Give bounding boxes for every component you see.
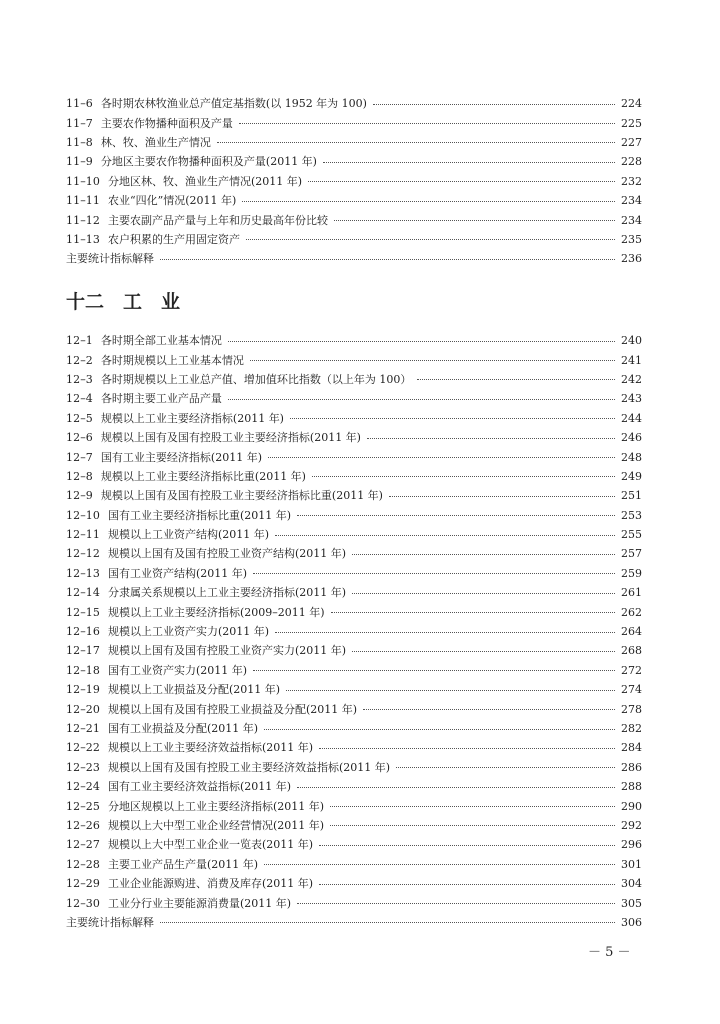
toc-entry-page: 246 [621,431,642,445]
toc-entry[interactable] [66,331,642,350]
toc-entry[interactable] [66,796,642,815]
toc-entry[interactable] [66,758,642,777]
toc-entry-number: 12–1 [66,334,93,348]
toc-entry[interactable] [66,913,642,932]
toc-entry-title: 规模以上国有及国有控股工业主要经济指标(2011 年) [100,431,361,445]
toc-entry-number: 12–19 [66,683,100,697]
toc-entry[interactable] [66,191,642,210]
toc-entry-number: 11–10 [66,174,100,188]
toc-entry-page: 244 [621,411,642,425]
toc-entry-page: 255 [621,528,642,542]
toc-entry-page: 259 [621,566,642,580]
toc-entry-number: 12–17 [66,644,100,658]
toc-entry-page: 251 [621,489,642,503]
toc-entry-title: 主要农副产品产量与上年和历史最高年份比较 [108,213,328,227]
toc-entry-number: 12–24 [66,780,100,794]
toc-entry-title: 规模以上工业主要经济指标(2009–2011 年) [108,605,325,619]
toc-entry-number: 12–9 [66,489,93,503]
toc-entry-title: 各时期农林牧渔业总产值定基指数(以 1952 年为 100) [100,97,367,111]
toc-entry-page: 292 [621,818,642,832]
toc-entry-number: 12–5 [66,411,93,425]
toc-dot-leader [242,198,615,202]
toc-entry-title: 国有工业主要经济指标(2011 年) [100,450,262,464]
toc-entry[interactable] [66,835,642,854]
toc-entry-title: 规模以上工业资产结构(2011 年) [108,528,270,542]
toc-entry-number: 12–6 [66,431,93,445]
toc-entry-page: 232 [621,174,642,188]
toc-entry-title: 规模以上大中型工业企业一览表(2011 年) [108,838,314,852]
toc-entry-page: 290 [621,799,642,813]
toc-entry[interactable] [66,816,642,835]
toc-entry-title: 主要统计指标解释 [66,252,154,266]
toc-entry[interactable] [66,602,642,621]
toc-entry-page: 228 [621,155,642,169]
toc-entry-title: 规模以上国有及国有控股工业损益及分配(2011 年) [108,702,358,716]
toc-entry[interactable] [66,583,642,602]
toc-entry-title: 规模以上国有及国有控股工业资产结构(2011 年) [108,547,347,561]
toc-dot-leader [330,822,615,826]
toc-entry[interactable] [66,486,642,505]
toc-entry-number: 11–6 [66,97,93,111]
toc-entry-number: 11–11 [66,194,100,208]
toc-entry-number: 12–23 [66,760,100,774]
toc-dot-leader [297,512,615,516]
toc-dot-leader [352,648,615,652]
toc-entry-page: 304 [621,877,642,891]
toc-dot-leader [334,217,615,221]
toc-dot-leader [312,473,615,477]
toc-entry-title: 各时期主要工业产品产量 [100,392,222,406]
toc-dot-leader [275,629,615,633]
toc-entry-page: 272 [621,663,642,677]
toc-entry-title: 各时期全部工业基本情况 [100,334,222,348]
toc-dot-leader [217,139,615,143]
toc-dot-leader [250,357,615,361]
toc-entry-title: 分隶属关系规模以上工业主要经济指标(2011 年) [108,586,347,600]
toc-entry-number: 11–13 [66,232,100,246]
toc-dot-leader [396,764,615,768]
toc-entry-page: 227 [621,135,642,149]
toc-dot-leader [264,861,615,865]
toc-entry[interactable] [66,133,642,152]
toc-entry[interactable] [66,699,642,718]
toc-entry-title: 主要工业产品生产量(2011 年) [108,857,259,871]
toc-dot-leader [352,590,615,594]
toc-entry-page: 249 [621,469,642,483]
toc-entry-number: 12–20 [66,702,100,716]
toc-entry-page: 241 [621,353,642,367]
toc-entry-page: 286 [621,760,642,774]
toc-entry[interactable] [66,893,642,912]
toc-entry-page: 261 [621,586,642,600]
toc-entry-page: 234 [621,213,642,227]
toc-entry[interactable] [66,210,642,229]
toc-entry[interactable] [66,738,642,757]
toc-entry-number: 12–10 [66,508,100,522]
toc-dot-leader [228,338,615,342]
toc-entry-number: 12–12 [66,547,100,561]
toc-entry-page: 296 [621,838,642,852]
toc-entry-page: 274 [621,683,642,697]
toc-dot-leader [297,784,615,788]
toc-entry-title: 主要农作物播种面积及产量 [100,116,233,130]
toc-dot-leader [246,236,615,240]
toc-entry-page: 236 [621,252,642,266]
toc-entry-number: 11–7 [66,116,93,130]
toc-entry-title: 农户积累的生产用固定资产 [108,232,240,246]
toc-entry-number: 12–2 [66,353,93,367]
toc-entry[interactable] [66,564,642,583]
toc-entry[interactable] [66,94,642,113]
toc-entry-page: 262 [621,605,642,619]
toc-dot-leader [160,256,615,260]
toc-entry[interactable] [66,525,642,544]
toc-entry-number: 12–15 [66,605,100,619]
toc-entry-number: 12–28 [66,857,100,871]
toc-entry-number: 12–30 [66,896,100,910]
toc-entry[interactable] [66,719,642,738]
toc-entry[interactable] [66,249,642,268]
toc-dot-leader [319,842,615,846]
toc-entry-number: 12–25 [66,799,100,813]
toc-entry-title: 规模以上工业资产实力(2011 年) [108,625,270,639]
toc-dot-leader [268,454,615,458]
toc-entry[interactable] [66,544,642,563]
toc-entry-number: 12–16 [66,625,100,639]
toc-dot-leader [160,919,615,923]
toc-entry-title: 规模以上大中型工业企业经营情况(2011 年) [108,818,325,832]
page-number: － 5 － [588,945,631,960]
toc-entry-number: 12–4 [66,392,93,406]
toc-dot-leader [417,376,615,380]
toc-entry-number: 12–8 [66,469,93,483]
toc-entry-title: 分地区主要农作物播种面积及产量(2011 年) [100,155,317,169]
toc-entry-page: 268 [621,644,642,658]
toc-entry-page: 264 [621,625,642,639]
toc-entry[interactable] [66,428,642,447]
toc-dot-leader [264,726,615,730]
toc-entry-title: 国有工业损益及分配(2011 年) [108,722,259,735]
toc-entry-title: 规模以上工业损益及分配(2011 年) [108,683,281,697]
toc-entry-title: 主要统计指标解释 [66,915,154,929]
toc-dot-leader [286,687,615,691]
toc-entry[interactable] [66,680,642,699]
toc-entry-number: 12–14 [66,586,100,600]
toc-entry-number: 11–12 [66,213,100,227]
toc-entry[interactable] [66,172,642,191]
toc-dot-leader [331,609,615,613]
toc-entry-title: 规模以上国有及国有控股工业资产实力(2011 年) [108,644,347,658]
toc-entry-number: 11–9 [66,155,93,169]
toc-entry-title: 分地区林、牧、渔业生产情况(2011 年) [108,174,303,188]
toc-dot-leader [228,396,615,400]
toc-entry[interactable] [66,855,642,874]
toc-dot-leader [308,178,615,182]
toc-entry-page: 284 [621,741,642,755]
toc-entry-title: 农业“四化”情况(2011 年) [108,194,237,208]
toc-entry-title: 林、牧、渔业生产情况 [100,135,211,149]
toc-dot-leader [253,570,615,574]
toc-dot-leader [275,532,615,536]
toc-entry[interactable] [66,389,642,408]
toc-entry-page: 306 [621,915,642,929]
toc-entry-title: 规模以上工业主要经济指标(2011 年) [100,411,284,425]
toc-entry[interactable] [66,409,642,428]
toc-dot-leader [290,415,615,419]
toc-entry-page: 301 [621,857,642,871]
toc-entry-title: 规模以上工业主要经济效益指标(2011 年) [108,741,314,755]
toc-entry-page: 242 [621,372,642,386]
toc-entry-number: 12–27 [66,838,100,852]
toc-entry-page: 225 [621,116,642,130]
toc-entry-title: 各时期规模以上工业基本情况 [100,353,244,367]
toc-entry-number: 12–22 [66,741,100,755]
toc-entry[interactable] [66,874,642,893]
toc-entry[interactable] [66,777,642,796]
toc-entry[interactable] [66,370,642,389]
toc-entry[interactable] [66,350,642,369]
toc-entry-page: 224 [621,97,642,111]
toc-entry-page: 278 [621,702,642,716]
toc-entry[interactable] [66,506,642,525]
toc-entry-number: 12–7 [66,450,93,464]
toc-entry-page: 253 [621,508,642,522]
toc-dot-leader [330,803,615,807]
toc-entry[interactable] [66,661,642,680]
toc-entry-page: 234 [621,194,642,208]
toc-entry-title: 国有工业主要经济效益指标(2011 年) [108,780,292,794]
toc-entry[interactable] [66,230,642,249]
toc-entry-number: 12–11 [66,528,100,542]
toc-dot-leader [367,435,615,439]
section-heading: 十二 工 业 [66,291,181,313]
toc-entry[interactable] [66,152,642,171]
toc-dot-leader [389,493,615,497]
toc-dot-leader [239,120,615,124]
toc-entry-title: 国有工业主要经济指标比重(2011 年) [108,508,292,522]
toc-entry-title: 国有工业资产实力(2011 年) [108,663,248,677]
toc-entry-number: 12–29 [66,877,100,891]
toc-dot-leader [373,101,615,105]
toc-dot-leader [319,745,615,749]
toc-entry-page: 305 [621,896,642,910]
toc-list-agriculture [66,94,642,269]
toc-entry-page: 243 [621,392,642,406]
toc-dot-leader [297,900,615,904]
toc-entry-number: 12–3 [66,372,93,386]
toc-entry-number: 12–21 [66,722,100,735]
toc-entry[interactable] [66,467,642,486]
toc-dot-leader [352,551,615,555]
toc-dot-leader [323,159,615,163]
toc-entry[interactable] [66,641,642,660]
toc-dot-leader [253,667,615,671]
toc-entry[interactable] [66,113,642,132]
toc-entry-number: 12–26 [66,818,100,832]
toc-entry-title: 分地区规模以上工业主要经济指标(2011 年) [108,799,325,813]
toc-entry-page: 282 [621,722,642,735]
toc-entry-title: 国有工业资产结构(2011 年) [108,566,248,580]
toc-entry-page: 257 [621,547,642,561]
toc-entry-page: 240 [621,334,642,348]
toc-entry-title: 规模以上国有及国有控股工业主要经济指标比重(2011 年) [100,489,383,503]
toc-entry-page: 288 [621,780,642,794]
toc-entry-page: 248 [621,450,642,464]
toc-dot-leader [363,706,615,710]
toc-entry-title: 工业企业能源购进、消费及库存(2011 年) [108,877,314,891]
toc-dot-leader [319,881,615,885]
toc-entry-title: 工业分行业主要能源消费量(2011 年) [108,896,292,910]
toc-list-industry [66,331,642,932]
toc-entry[interactable] [66,447,642,466]
toc-entry[interactable] [66,622,642,641]
toc-entry-title: 各时期规模以上工业总产值、增加值环比指数（以上年为 100） [100,372,412,386]
toc-entry-number: 12–18 [66,663,100,677]
toc-entry-number: 12–13 [66,566,100,580]
toc-entry-title: 规模以上国有及国有控股工业主要经济效益指标(2011 年) [108,760,391,774]
toc-entry-page: 235 [621,232,642,246]
toc-entry-title: 规模以上工业主要经济指标比重(2011 年) [100,469,306,483]
toc-entry-number: 11–8 [66,135,93,149]
